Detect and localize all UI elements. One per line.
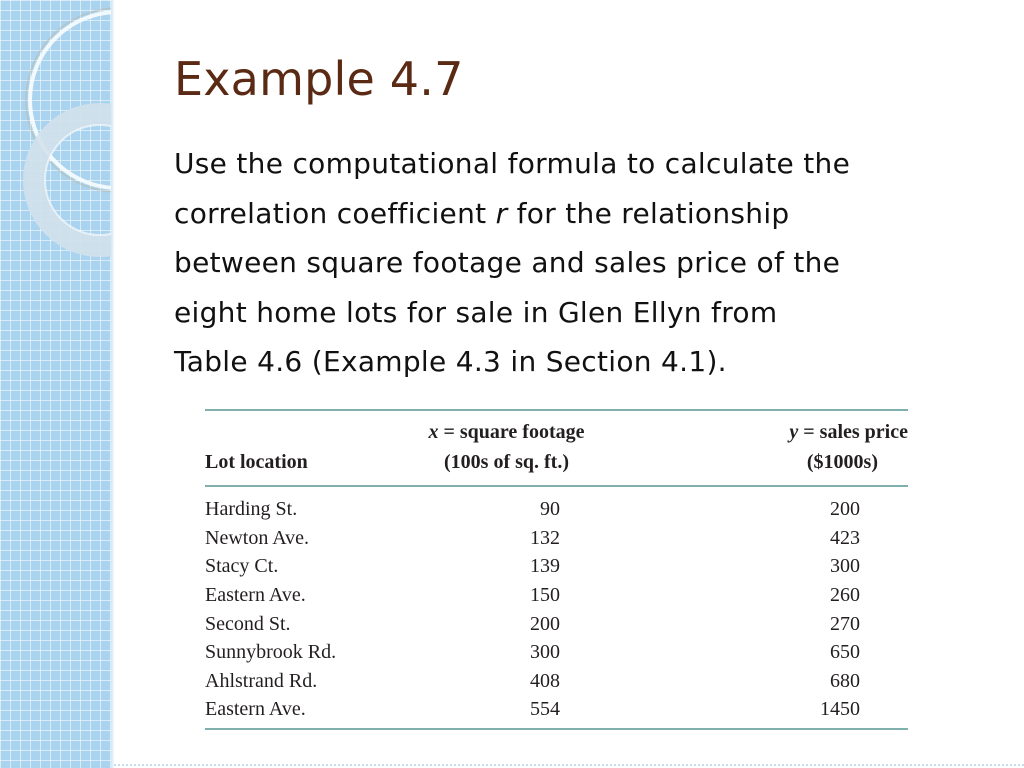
square-footage-value: 132	[530, 526, 560, 549]
lot-location-cell: Harding St.	[205, 498, 298, 521]
decorative-rings	[0, 0, 114, 330]
header-x-label: = square footage	[438, 421, 585, 443]
table-row	[205, 667, 908, 696]
header-x-unit: (100s of sq. ft.)	[405, 447, 608, 486]
paragraph-line-1: Use the computational formula to calculate the	[174, 147, 851, 180]
lot-location-cell: Stacy Ct.	[205, 555, 279, 578]
square-footage-value: 139	[530, 555, 560, 578]
decorative-side-band	[0, 0, 114, 768]
table-row	[205, 695, 908, 729]
square-footage-cell	[405, 581, 608, 610]
slide-paragraph	[174, 139, 1004, 387]
paragraph-line-4: eight home lots for sale in Glen Ellyn from	[174, 295, 778, 329]
sales-price-cell	[608, 609, 908, 638]
table-row	[205, 552, 908, 581]
paragraph-line-2	[174, 189, 1004, 239]
table-row	[205, 638, 908, 667]
header-y-unit: ($1000s)	[608, 447, 908, 486]
header-lot-location: Lot location	[205, 447, 405, 486]
variable-r: r	[495, 196, 508, 230]
square-footage-value: 300	[530, 641, 560, 664]
sales-price-value: 650	[830, 641, 860, 664]
square-footage-cell	[405, 667, 608, 696]
sales-price-value: 260	[830, 584, 860, 607]
lot-location-cell: Sunnybrook Rd.	[205, 641, 337, 664]
square-footage-cell	[405, 609, 608, 638]
sales-price-cell	[608, 486, 908, 524]
square-footage-cell	[405, 486, 608, 524]
lot-location-cell: Newton Ave.	[205, 526, 310, 549]
lot-location-cell: Second St.	[205, 612, 291, 635]
square-footage-cell	[405, 695, 608, 729]
paragraph-line-5: Table 4.6 (Example 4.3 in Section 4.1).	[174, 345, 727, 378]
table-header-row	[205, 410, 908, 447]
sales-price-value: 200	[830, 498, 860, 521]
lot-location-cell: Eastern Ave.	[205, 584, 306, 607]
sales-price-value: 680	[830, 669, 860, 692]
square-footage-value: 90	[540, 498, 560, 521]
paragraph-line-2-end: for the relationship	[507, 196, 790, 230]
table-row	[205, 486, 908, 524]
home-lots-table	[205, 409, 908, 730]
table-row	[205, 524, 908, 553]
bottom-divider	[114, 764, 1024, 768]
paragraph-line-3: between square footage and sales price of the	[174, 246, 841, 279]
lot-location-cell: Ahlstrand Rd.	[205, 669, 318, 692]
square-footage-cell	[405, 524, 608, 553]
sales-price-value: 423	[830, 526, 860, 549]
table-header-row-2	[205, 447, 908, 486]
header-y-line1	[608, 410, 908, 447]
square-footage-value: 200	[530, 612, 560, 635]
lot-location-cell: Eastern Ave.	[205, 695, 405, 729]
sales-price-cell	[608, 695, 908, 729]
square-footage-cell	[405, 552, 608, 581]
slide-title: Example 4.7	[174, 52, 464, 106]
sales-price-value: 1450	[820, 698, 860, 721]
table-row	[205, 609, 908, 638]
sales-price-value: 270	[830, 612, 860, 635]
square-footage-value: 150	[530, 584, 560, 607]
sales-price-cell	[608, 524, 908, 553]
sales-price-cell	[608, 581, 908, 610]
paragraph-line-2-start: correlation coefficient	[174, 196, 496, 230]
header-x-line1	[405, 410, 608, 447]
header-y-var: y	[789, 421, 799, 443]
square-footage-value: 554	[530, 698, 560, 721]
sales-price-value: 300	[830, 555, 860, 578]
sales-price-cell	[608, 552, 908, 581]
sales-price-cell	[608, 638, 908, 667]
header-y-label: = sales price	[798, 421, 908, 443]
header-x-var: x	[428, 421, 439, 443]
square-footage-cell	[405, 638, 608, 667]
square-footage-value: 408	[530, 669, 560, 692]
sales-price-cell	[608, 667, 908, 696]
table-row	[205, 581, 908, 610]
